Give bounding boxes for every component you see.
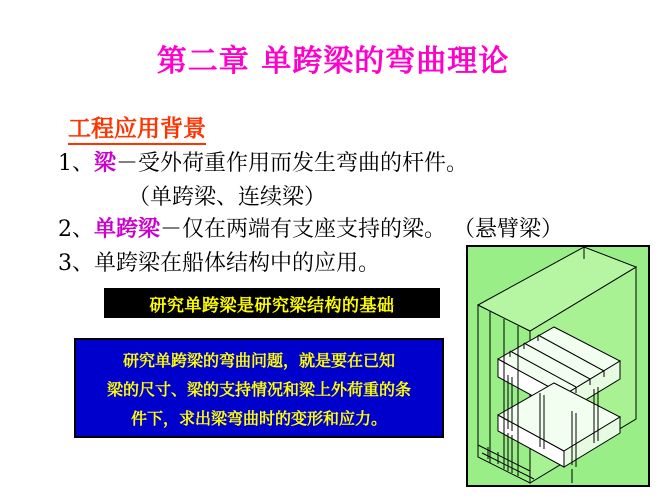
section-heading [68,110,206,143]
list-item [58,212,563,243]
ship-structure-figure [466,245,650,487]
list-item [58,146,468,177]
list-item-text: －受外荷重作用而发生弯曲的杆件。 [116,151,469,176]
highlight-banner [104,288,440,318]
list-item-number: 2、 [58,217,94,242]
list-item [58,246,380,277]
ship-structure-drawing [468,247,648,485]
list-item-text: －仅在两端有支座支持的梁。 （悬臂梁） [160,217,564,242]
list-item-keyword: 单跨梁 [94,216,161,242]
page-title: 第二章 单跨梁的弯曲理论 [156,44,510,79]
callout-box [74,338,444,438]
callout-line: 梁的尺寸、梁的支持情况和梁上外荷重的条 [106,380,411,399]
callout-line: 件下，求出梁弯曲时的变形和应力。 [130,409,387,428]
highlight-banner-text: 研究单跨梁是研究梁结构的基础 [149,295,395,316]
list-item-text: 单跨梁在船体结构中的应用。 [94,251,381,276]
list-item-keyword: 梁 [94,150,117,176]
section-heading-text: 工程应用背景 [68,115,206,145]
list-item-number: 3、 [58,251,94,276]
list-item-text: （单跨梁、连续梁） [128,185,327,210]
list-item-number: 1、 [58,151,94,176]
list-item [128,180,326,211]
callout-line: 研究单跨梁的弯曲问题，就是要在已知 [122,351,395,370]
